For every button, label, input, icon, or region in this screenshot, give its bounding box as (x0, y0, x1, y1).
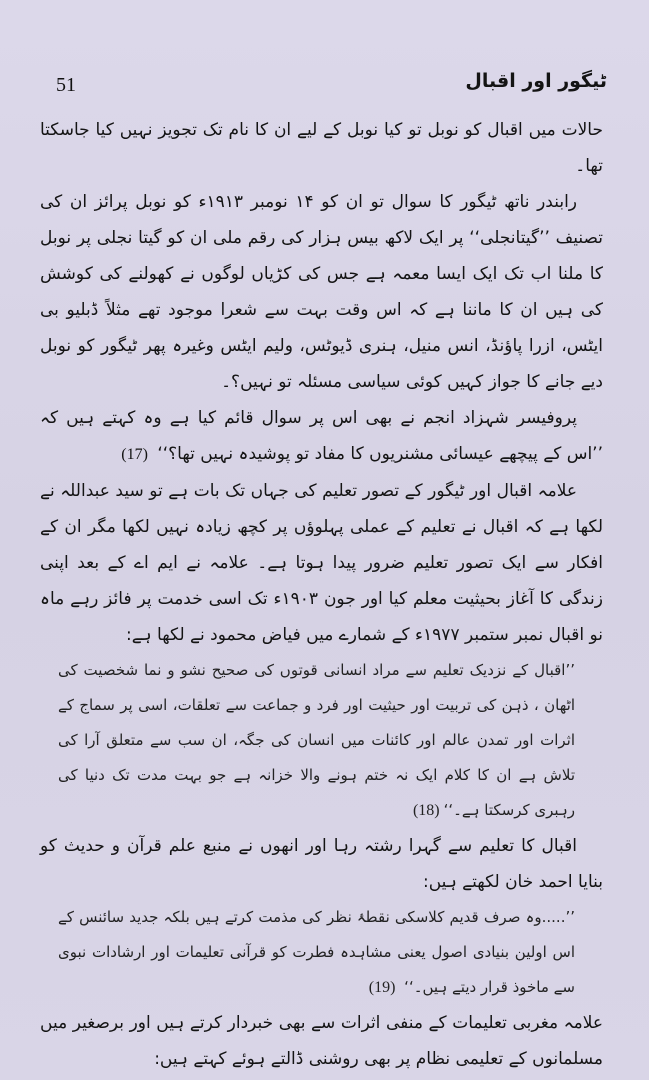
footnote-ref-17: (17) (121, 446, 148, 463)
block-quote-1-text: ’’اقبال کے نزدیک تعلیم سے مراد انسانی قوتوں کی صحیح نشو و نما شخصیت کی اٹھان ، ذہن کی تربیت اور حیثیت اور فرد و جماعت سے تعلقات، اسی پر سماج کے اثرات اور تمدن عالم اور کائنات میں انسان کی جگہ، ان سب سے متعلق آرا کی تلاش ہے ان کا کلام ایک نہ ختم ہونے والا خزانہ ہے جو بہت مدت تک دنیا کی رہبری کرسکتا ہے۔‘‘ (58, 661, 575, 819)
paragraph-6 (40, 1005, 603, 1077)
body-text (40, 112, 603, 1077)
block-quote-1 (58, 653, 575, 828)
paragraph-1-text: حالات میں اقبال کو نوبل تو کیا نوبل کے لیے ان کا نام تک تجویز نہیں کیا جاسکتا تھا۔ (40, 120, 603, 176)
paragraph-4-text: علامہ اقبال اور ٹیگور کے تصور تعلیم کی جہاں تک بات ہے تو سید عبداللہ نے لکھا ہے کہ اقبال نے تعلیم کے عملی پہلوؤں پر کچھ زیادہ نہیں لکھا مگر ان کے افکار سے ایک تصور تعلیم ضرور پیدا ہوتا ہے۔ علامہ نے ایم اے کے بعد اپنی زندگی کا آغاز بحیثیت معلم کیا اور جون ۱۹۰۳ء تک اسی خدمت پر فائز رہے ماہ نو اقبال نمبر ستمبر ۱۹۷۷ء کے شمارے میں فیاض محمود نے لکھا ہے: (40, 481, 603, 645)
paragraph-6-text: علامہ مغربی تعلیمات کے منفی اثرات سے بھی خبردار کرتے ہیں اور برصغیر میں مسلمانوں کے تعلیمی نظام پر بھی روشنی ڈالتے ہوئے کہتے ہیں: (40, 1013, 603, 1069)
paragraph-3-text: پروفیسر شہزاد انجم نے بھی اس پر سوال قائم کیا ہے وہ کہتے ہیں کہ ’’اس کے پیچھے عیسائی مشنریوں کا مفاد تو پوشیدہ نہیں تھا؟‘‘ (40, 408, 603, 464)
paragraph-2-text: رابندر ناتھ ٹیگور کا سوال تو ان کو ۱۴ نومبر ۱۹۱۳ء کو نوبل پرائز ان کی تصنیف ’’گیتانجلی‘‘ پر ایک لاکھ بیس ہزار کی رقم ملی ان کو گیتا نجلی پر نوبل کا ملنا اب تک ایک ایسا معمہ ہے جس کی کڑیاں لوگوں نے کھولنے کی کوشش کی ہیں ان کا ماننا ہے کہ اس وقت بہت سے شعرا موجود تھے مثلاً ڈبلیو بی ایٹس، ازرا پاؤنڈ، انس منیل، ہنری ڈیوٹس، ولیم ایٹس وغیرہ پھر ٹیگور کو نوبل دیے جانے کا جواز کہیں کوئی سیاسی مسئلہ تو نہیں؟۔ (40, 192, 603, 392)
footnote-ref-18: (18) (412, 802, 440, 819)
page-number: 51 (56, 74, 76, 96)
paragraph-2 (40, 184, 603, 400)
paragraph-1 (40, 112, 603, 184)
paragraph-5 (40, 828, 603, 900)
running-title: ٹیگور اور اقبال (465, 70, 607, 92)
paragraph-4 (40, 473, 603, 653)
footnote-ref-19: (19) (368, 979, 396, 996)
block-quote-2-text: ’’.....وہ صرف قدیم کلاسکی نقطۂ نظر کی مذمت کرتے ہیں بلکہ جدید سائنس کے اس اولین بنیادی اصول یعنی مشاہدہ فطرت کو قرآنی تعلیمات اور ارشادات نبوی سے ماخوذ قرار دیتے ہیں۔‘‘ (58, 908, 575, 996)
paragraph-3 (40, 400, 603, 473)
page-header (50, 70, 607, 106)
block-quote-2 (58, 900, 575, 1005)
paragraph-5-text: اقبال کا تعلیم سے گہرا رشتہ رہا اور انھوں نے منبع علم قرآن و حدیث کو بنایا احمد خان لکھتے ہیں: (40, 836, 603, 892)
